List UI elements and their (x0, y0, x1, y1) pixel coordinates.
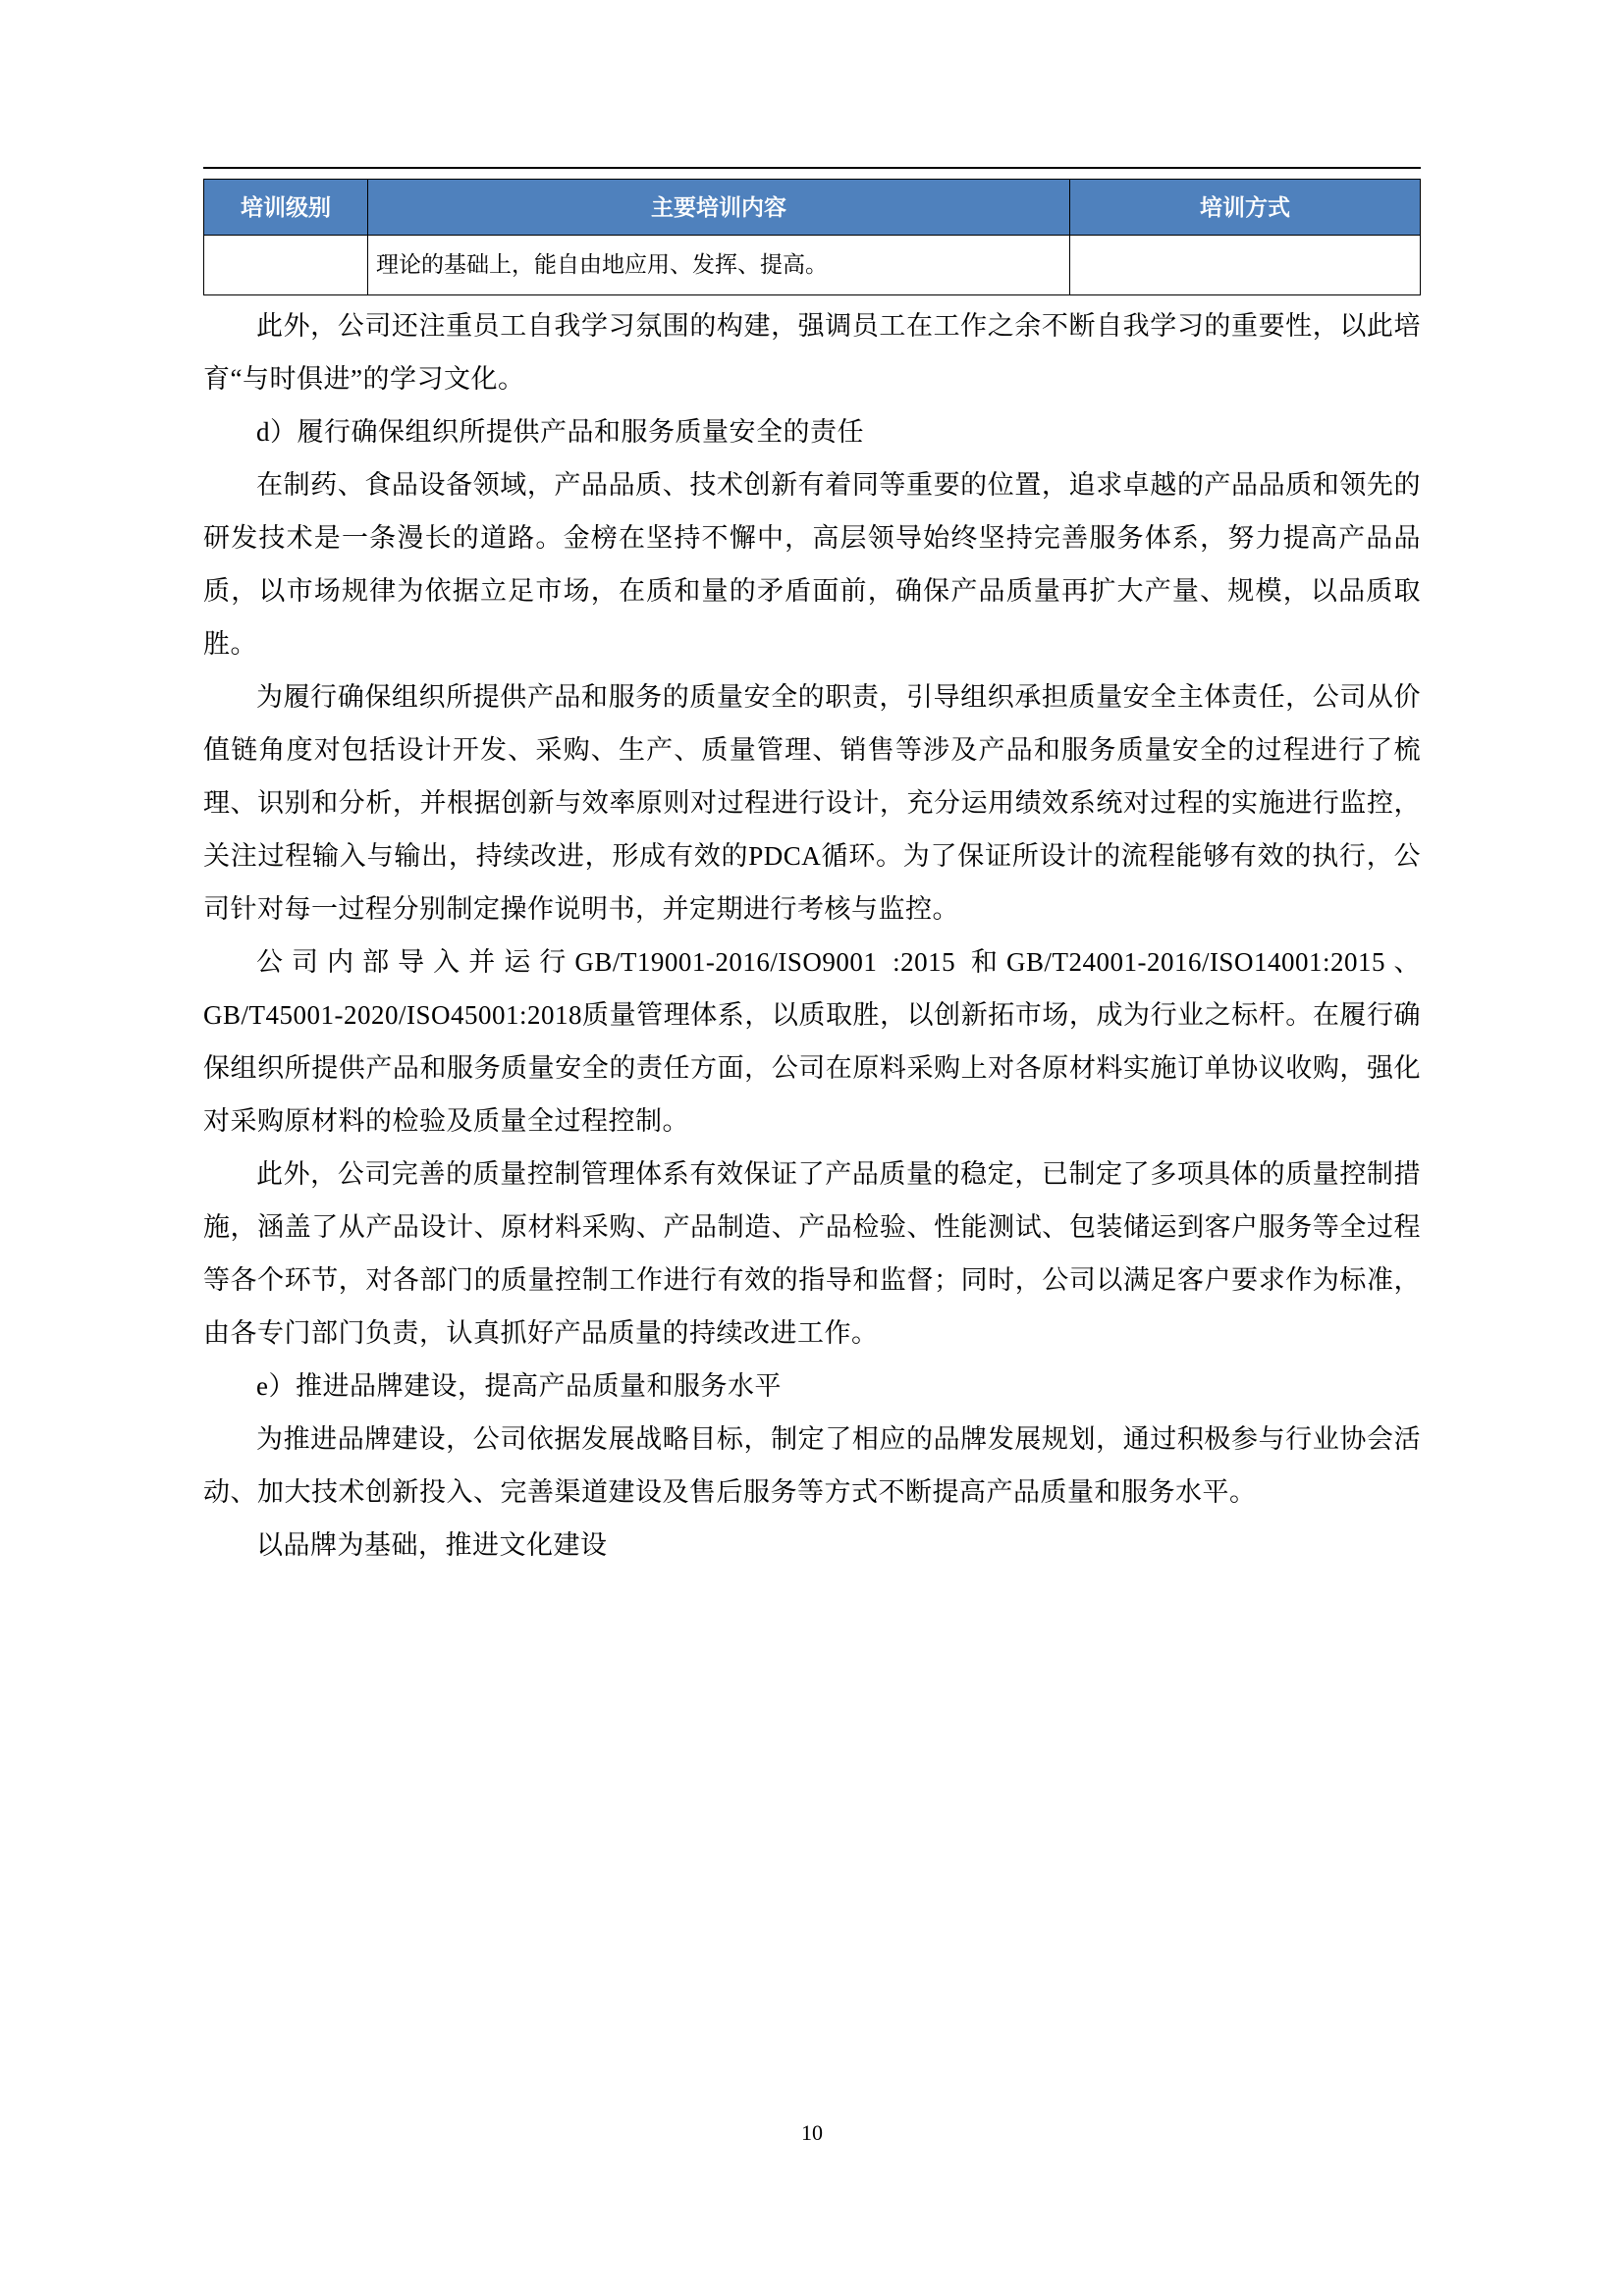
paragraph-6: 此外，公司完善的质量控制管理体系有效保证了产品质量的稳定，已制定了多项具体的质量控制措施，涵盖了从产品设计、原材料采购、产品制造、产品检验、性能测试、包装储运到客户服务等全过程等各个环节，对各部门的质量控制工作进行有效的指导和监督；同时，公司以满足客户要求作为标准，由各专门部门负责，认真抓好产品质量的持续改进工作。 (203, 1159, 1421, 1348)
table-cell-content: 理论的基础上，能自由地应用、发挥、提高。 (368, 236, 1070, 295)
table-header-method: 培训方式 (1070, 180, 1421, 236)
table-header-level: 培训级别 (204, 180, 368, 236)
paragraph-9: 以品牌为基础，推进文化建设 (256, 1530, 608, 1560)
paragraph-5: 公司内部导入并运行GB/T19001-2016/ISO9001 :2015 和GB/T24001-2016/ISO14001:2015、GB/T45001-2020/ISO45001:2018质量管理体系，以质取胜，以创新拓市场，成为行业之标杆。在履行确保组织所提供产品和服务质量安全的责任方面，公司在原料采购上对各原材料实施订单协议收购，强化对采购原材料的检验及质量全过程控制。 (203, 947, 1421, 1136)
paragraph-2: d）履行确保组织所提供产品和服务质量安全的责任 (256, 417, 864, 447)
paragraph-1: 此外，公司还注重员工自我学习氛围的构建，强调员工在工作之余不断自我学习的重要性，以此培育“与时俱进”的学习文化。 (203, 311, 1421, 394)
paragraph-list (203, 299, 1421, 1572)
header-rule (203, 167, 1421, 169)
table-body (204, 236, 1421, 295)
page-content (203, 167, 1421, 1572)
table-cell-level (204, 236, 368, 295)
paragraph-7: e）推进品牌建设，提高产品质量和服务水平 (256, 1371, 782, 1401)
table-header-row (204, 180, 1421, 236)
paragraph-4: 为履行确保组织所提供产品和服务的质量安全的职责，引导组织承担质量安全主体责任，公司从价值链角度对包括设计开发、采购、生产、质量管理、销售等涉及产品和服务质量安全的过程进行了梳理、识别和分析，并根据创新与效率原则对过程进行设计，充分运用绩效系统对过程的实施进行监控，关注过程输入与输出，持续改进，形成有效的PDCA循环。为了保证所设计的流程能够有效的执行，公司针对每一过程分别制定操作说明书，并定期进行考核与监控。 (203, 682, 1421, 924)
table-row (204, 236, 1421, 295)
table-header (204, 180, 1421, 236)
page-number: 10 (801, 2120, 823, 2145)
paragraph-8: 为推进品牌建设，公司依据发展战略目标，制定了相应的品牌发展规划，通过积极参与行业协会活动、加大技术创新投入、完善渠道建设及售后服务等方式不断提高产品质量和服务水平。 (203, 1424, 1421, 1507)
training-table (203, 179, 1421, 295)
paragraph-3: 在制药、食品设备领域，产品品质、技术创新有着同等重要的位置，追求卓越的产品品质和领先的研发技术是一条漫长的道路。金榜在坚持不懈中，高层领导始终坚持完善服务体系，努力提高产品品质，以市场规律为依据立足市场，在质和量的矛盾面前，确保产品质量再扩大产量、规模，以品质取胜。 (203, 470, 1421, 659)
table-header-content: 主要培训内容 (368, 180, 1070, 236)
table-cell-method (1070, 236, 1421, 295)
